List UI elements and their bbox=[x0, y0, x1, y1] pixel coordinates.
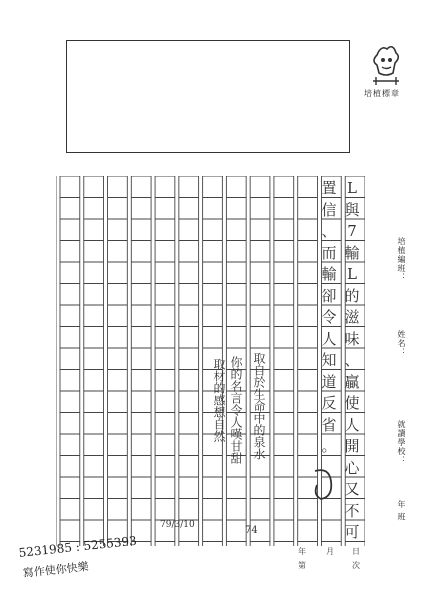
composition-char: 道 bbox=[321, 372, 337, 391]
composition-char: 反 bbox=[321, 394, 337, 412]
composition-char: 、 bbox=[344, 351, 360, 369]
composition-char: 而 bbox=[321, 243, 337, 262]
name-label: 姓名： bbox=[397, 330, 406, 357]
composition-char: 卻 bbox=[321, 286, 337, 305]
teacher-comment-3: 取材的感想自然 bbox=[212, 358, 226, 442]
composition-char: 輸 bbox=[321, 265, 337, 283]
date-year: 年 bbox=[298, 547, 306, 556]
school-label: 就讀學校： bbox=[397, 420, 406, 465]
composition-char: 使 bbox=[344, 394, 360, 412]
composition-char: 令 bbox=[321, 308, 337, 326]
composition-char: 。 bbox=[321, 437, 337, 455]
composition-char: 心 bbox=[344, 458, 360, 477]
signature: 79/3/10 bbox=[160, 520, 195, 530]
composition-char: 輸 bbox=[344, 243, 360, 262]
composition-char: 與 bbox=[344, 200, 360, 219]
composition-char: L bbox=[347, 179, 357, 197]
composition-char: 滋 bbox=[344, 308, 360, 326]
blank-box bbox=[66, 40, 350, 153]
class-label: 培植編班： bbox=[397, 237, 406, 282]
composition-char: 不 bbox=[344, 501, 360, 520]
composition-char: 開 bbox=[344, 437, 360, 455]
teacher-comment-1: 取自於生命中的泉水 bbox=[252, 352, 266, 460]
grade-label: 年 班 bbox=[397, 500, 406, 522]
composition-char: 的 bbox=[344, 286, 360, 305]
stamp-icon bbox=[369, 43, 403, 87]
grade-mark bbox=[311, 465, 335, 503]
teacher-comment-2: 你的名言令人嘆甘甜 bbox=[229, 356, 243, 464]
footer-slogan: 寫作使你快樂 bbox=[22, 560, 90, 580]
composition-char: 省 bbox=[321, 415, 337, 434]
composition-char: 、 bbox=[321, 222, 337, 240]
session-prefix: 第 bbox=[298, 561, 306, 570]
composition-char: 7 bbox=[347, 222, 357, 240]
composition-char: 味 bbox=[344, 329, 360, 348]
footer-code: 5231985 : 5255393 bbox=[18, 533, 138, 560]
composition-char: 信 bbox=[321, 200, 337, 219]
composition-char: 可 bbox=[344, 523, 360, 541]
score-mark: 74 bbox=[245, 525, 258, 536]
session-suffix: 次 bbox=[352, 561, 360, 570]
composition-char: 贏 bbox=[344, 372, 360, 391]
date-month: 月 bbox=[326, 547, 334, 556]
composition-char: 又 bbox=[344, 480, 360, 498]
composition-char: 置 bbox=[321, 179, 337, 197]
composition-char: L bbox=[347, 265, 357, 283]
composition-char: 人 bbox=[321, 329, 337, 348]
date-day: 日 bbox=[352, 547, 360, 556]
composition-char: 知 bbox=[321, 351, 337, 369]
composition-char: 人 bbox=[344, 415, 360, 434]
stamp-label: 培植標章 bbox=[364, 89, 400, 98]
